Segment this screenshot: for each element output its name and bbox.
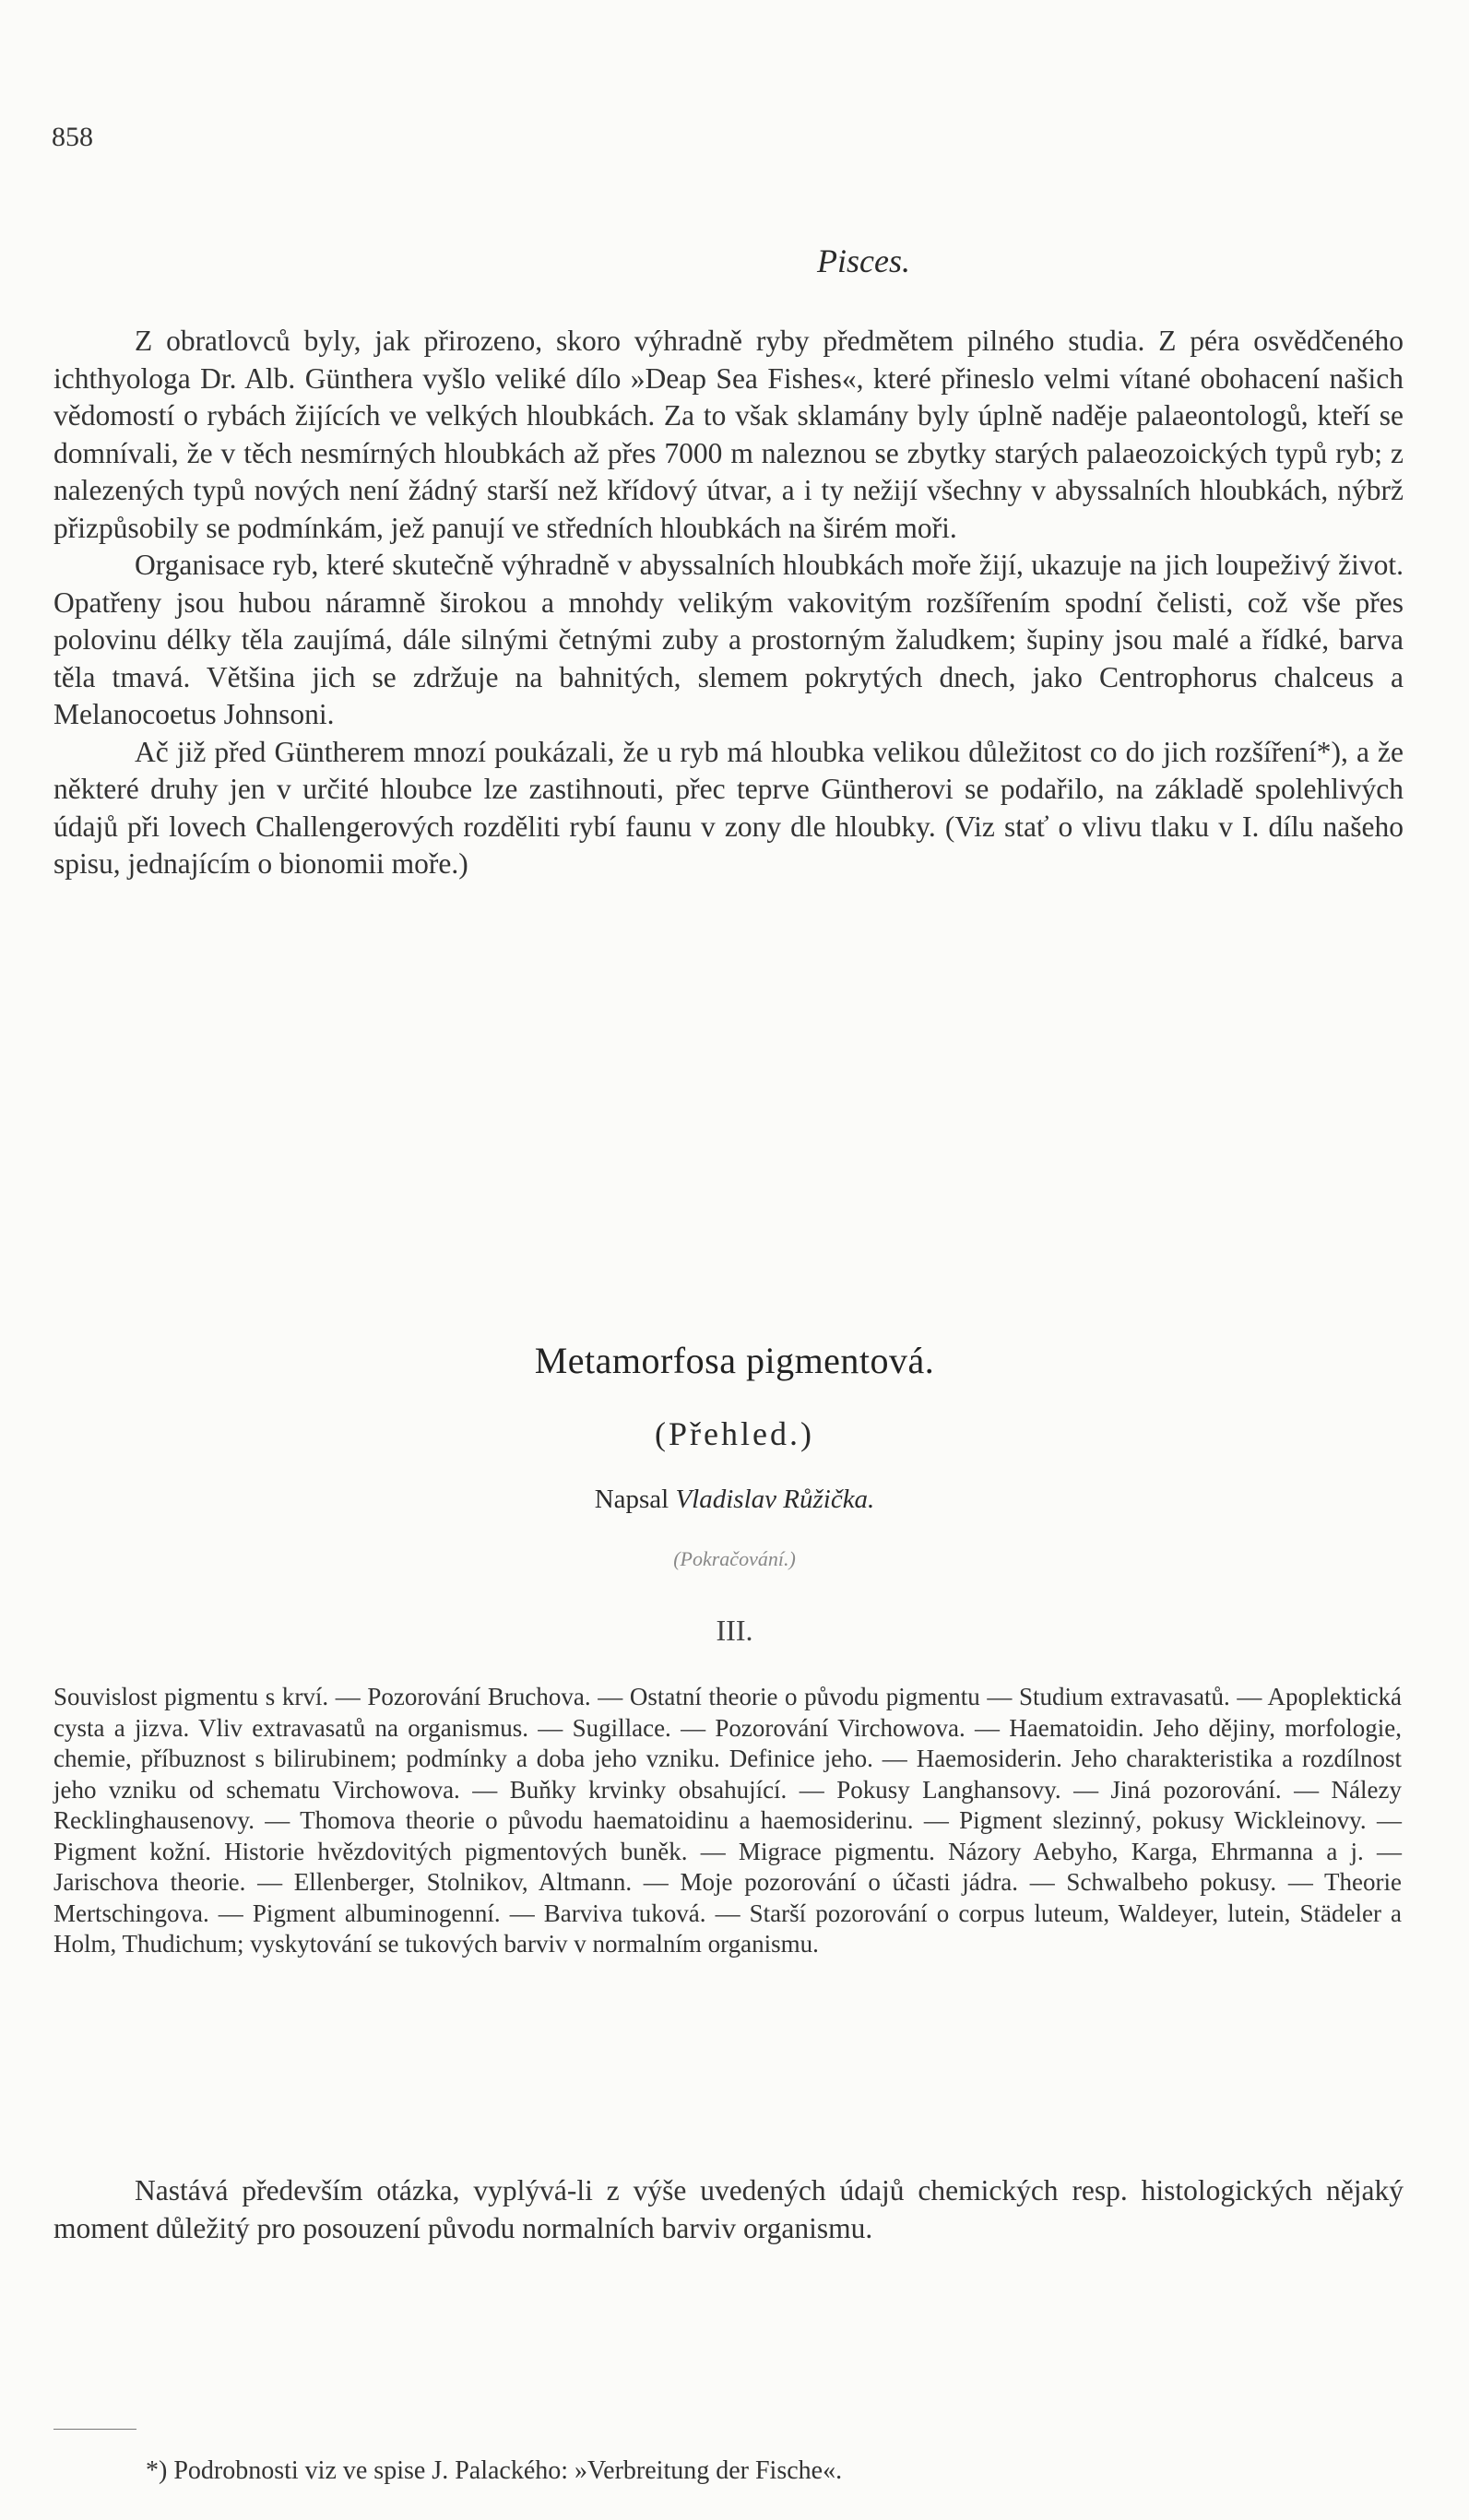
article-title: Metamorfosa pigmentová. <box>534 1340 935 1381</box>
article-body <box>53 2172 1404 2247</box>
pisces-text <box>53 323 1404 883</box>
paragraph-2: Organisace ryb, které skutečně výhradně v abyssalních hloubkách moře žijí, ukazuje na jich loupeživý život. Opatřeny jsou hubou náramně širokou a mnohdy velikým vakovitým rozšířením spodní čelisti, což vše přes polovinu délky těla zaujímá, dále silnými četnými zuby a prostorným žaludkem; šupiny jsou malé a řídké, barva těla tmavá. Většina jich se zdržuje na bahnitých, slemem pokrytých dnech, jako Centrophorus chalceus a Melanocoetus Johnsoni. <box>53 549 1404 730</box>
footnote-divider <box>53 2429 136 2430</box>
part-number: III. <box>716 1614 753 1647</box>
article-author <box>0 1485 1469 1515</box>
author-prefix: Napsal <box>594 1485 669 1514</box>
continuation-note: (Pokračování.) <box>673 1547 796 1570</box>
paragraph-3: Ač již před Güntherem mnozí poukázali, že u ryb má hloubka velikou důležitost co do jich rozšíření*), a že některé druhy jen v určité hloubce lze zastihnouti, přec teprve Güntherovi se podařilo, na základě spolehlivých údajů při lovech Challengerových rozděliti rybí faunu v zony dle hloubky. (Viz stať o vlivu tlaku v I. dílu našeho spisu, jednajícím o bionomii moře.) <box>53 735 1404 880</box>
chapter-summary <box>53 1682 1402 1960</box>
footnote: *) Podrobnosti viz ve spise J. Palackého: »Verbreitung der Fische«. <box>146 2456 843 2485</box>
summary-text: Souvislost pigmentu s krví. — Pozorování Bruchova. — Ostatní theorie o původu pigmentu — Studium extravasatů. — Apoplektická cysta a jizva. Vliv extravasatů na organismus. — Sugillace. — Pozorování Virchowova. — Haematoidin. Jeho dějiny, morfologie, chemie, příbuznost s bilirubinem; podmínky a doba jeho vzniku. Definice jeho. — Haemosiderin. Jeho charakteristika a rozdílnost jeho vzniku od schematu Virchowova. — Buňky krvinky obsahující. — Pokusy Langhansovy. — Jiná pozorování. — Nálezy Recklinghausenovy. — Thomova theorie o původu haematoidinu a haemosiderinu. — Pigment slezinný, pokusy Wickleinovy. — Pigment kožní. Historie hvězdovitých pigmentových buněk. — Migrace pigmentu. Názory Aebyho, Karga, Ehrmanna a j. — Jarischova theorie. — Ellenberger, Stolnikov, Altmann. — Moje pozorování o účasti jádra. — Schwalbeho pokusy. — Theorie Mertschingova. — Pigment albuminogenní. — Barviva tuková. — Starší pozorování o corpus luteum, Waldeyer, lutein, Städeler a Holm, Thudichum; vyskytování se tukových barviv v normalním organismu. <box>53 1683 1402 1958</box>
article-subtitle: (Přehled.) <box>655 1415 814 1452</box>
body-paragraph: Nastává především otázka, vyplývá-li z výše uvedených údajů chemických resp. histologických nějaký moment důležitý pro posouzení původu normalních barviv organismu. <box>53 2174 1404 2244</box>
paragraph-1: Z obratlovců byly, jak přirozeno, skoro výhradně ryby předmětem pilného studia. Z péra osvědčeného ichthyologa Dr. Alb. Günthera vyšlo veliké dílo »Deap Sea Fishes«, které přineslo velmi vítané obohacení našich vědomostí o rybách žijících ve velkých hloubkách. Za to však sklamány byly úplně naděje palaeontologů, kteří se domnívali, že v těch nesmírných hloubkách až přes 7000 m naleznou se zbytky starých palaeozoických typů ryb; z nalezených typů nových není žádný starší než křídový útvar, a i ty nežijí všechny v abyssalních hloubkách, nýbrž přizpůsobily se podmínkám, jež panují ve středních hloubkách na širém moři. <box>53 325 1404 544</box>
section-heading-pisces: Pisces. <box>817 243 910 279</box>
page-number: 858 <box>52 122 93 152</box>
author-name: Vladislav Růžička. <box>675 1485 875 1514</box>
